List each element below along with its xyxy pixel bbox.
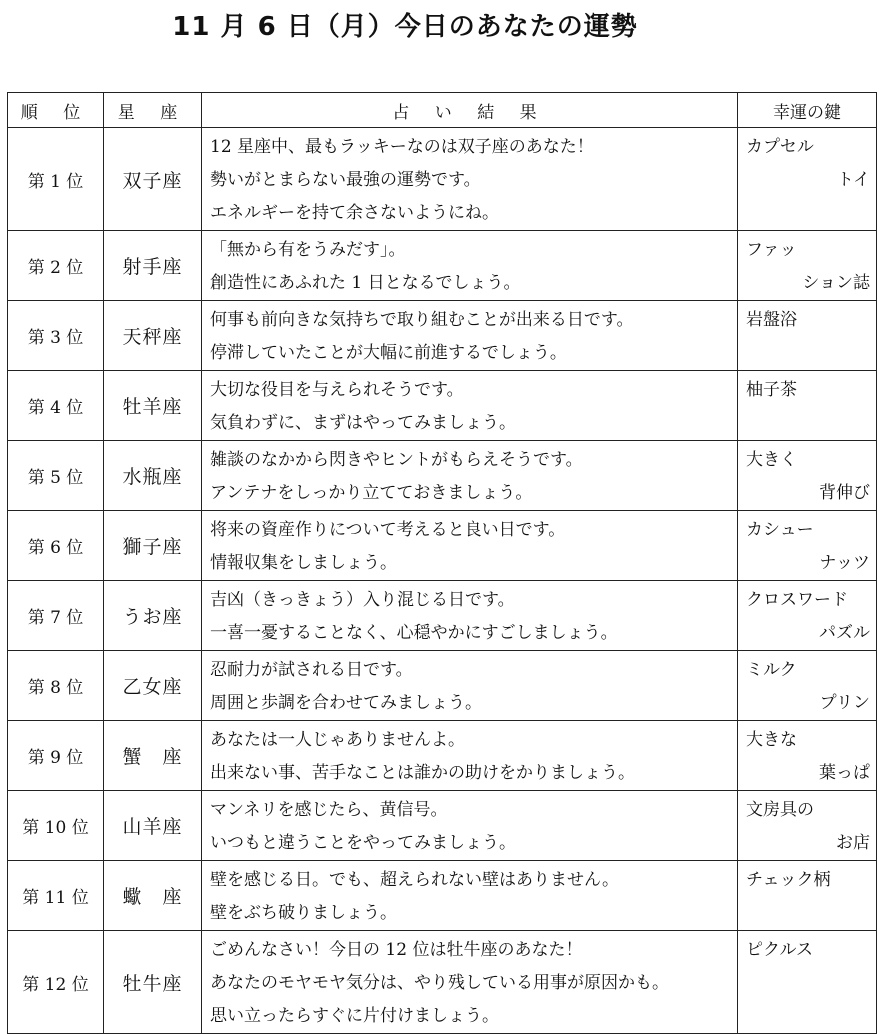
fortune-line: いつもと違うことをやってみましょう。 — [210, 833, 516, 853]
lucky-key-text: ミルク — [746, 660, 797, 680]
lucky-key-cell — [738, 231, 877, 301]
lucky-key-cell — [738, 791, 877, 861]
fortune-line: 大切な役目を与えられそうです。 — [210, 380, 464, 400]
fortune-result-cell — [202, 231, 738, 301]
lucky-key-cell — [738, 128, 877, 231]
fortune-line: 将来の資産作りについて考えると良い日です。 — [210, 520, 566, 540]
lucky-key-text: カプセル — [746, 137, 814, 157]
fortune-result-cell — [202, 128, 738, 231]
fortune-line: 雑談のなかから閃きやヒントがもらえそうです。 — [210, 450, 583, 470]
fortune-line: あなたは一人じゃありませんよ。 — [210, 730, 465, 750]
rank-cell: 第 12 位 — [8, 931, 104, 1034]
zodiac-sign-cell: 牡羊座 — [104, 371, 202, 441]
header-lucky-key: 幸運の鍵 — [738, 93, 877, 128]
lucky-key-text: ファッ — [746, 240, 797, 260]
zodiac-sign-cell: 双子座 — [104, 128, 202, 231]
rank-cell: 第 2 位 — [8, 231, 104, 301]
zodiac-sign-cell: 天秤座 — [104, 301, 202, 371]
fortune-result-cell — [202, 371, 738, 441]
table-row — [8, 581, 877, 651]
table-row — [8, 301, 877, 371]
lucky-key-text: 葉っぱ — [819, 763, 870, 783]
fortune-line: 周囲と歩調を合わせてみましょう。 — [210, 693, 482, 713]
rank-cell: 第 3 位 — [8, 301, 104, 371]
fortune-result-cell — [202, 301, 738, 371]
lucky-key-cell — [738, 721, 877, 791]
fortune-line: 何事も前向きな気持ちで取り組むことが出来る日です。 — [210, 310, 634, 330]
table-row — [8, 791, 877, 861]
table-row — [8, 441, 877, 511]
lucky-key-text: 大きな — [746, 730, 797, 750]
fortune-result-cell — [202, 861, 738, 931]
table-body — [8, 128, 877, 1034]
fortune-line: 停滞していたことが大幅に前進するでしょう。 — [210, 343, 567, 363]
rank-cell: 第 4 位 — [8, 371, 104, 441]
fortune-line: エネルギーを持て余さないようにね。 — [210, 203, 499, 223]
rank-cell: 第 5 位 — [8, 441, 104, 511]
table-row — [8, 128, 877, 231]
fortune-line: 創造性にあふれた 1 日となるでしょう。 — [210, 273, 521, 293]
zodiac-sign-cell: 水瓶座 — [104, 441, 202, 511]
zodiac-sign-cell: 山羊座 — [104, 791, 202, 861]
fortune-line: 壁を感じる日。でも、超えられない壁はありません。 — [210, 870, 620, 890]
fortune-line: 一喜一憂することなく、心穏やかにすごしましょう。 — [210, 623, 618, 643]
table-row — [8, 371, 877, 441]
rank-cell: 第 1 位 — [8, 128, 104, 231]
lucky-key-text: トイ — [836, 170, 870, 190]
rank-cell: 第 11 位 — [8, 861, 104, 931]
rank-cell: 第 8 位 — [8, 651, 104, 721]
rank-cell: 第 6 位 — [8, 511, 104, 581]
table-row — [8, 721, 877, 791]
fortune-result-cell — [202, 791, 738, 861]
header-result: 占 い 結 果 — [202, 93, 738, 128]
fortune-result-cell — [202, 441, 738, 511]
zodiac-sign-cell: 牡牛座 — [104, 931, 202, 1034]
fortune-line: 忍耐力が試される日です。 — [210, 660, 413, 680]
header-sign: 星 座 — [104, 93, 202, 128]
zodiac-sign-cell: 射手座 — [104, 231, 202, 301]
page-title: 11 月 6 日（月）今日のあなたの運勢 — [172, 12, 638, 42]
lucky-key-text: お店 — [836, 833, 870, 853]
table-row — [8, 511, 877, 581]
lucky-key-cell — [738, 651, 877, 721]
fortune-line: あなたのモヤモヤ気分は、やり残している用事が原因かも。 — [210, 973, 669, 993]
lucky-key-text: 文房具の — [746, 800, 814, 820]
lucky-key-text: クロスワード — [746, 590, 848, 610]
zodiac-sign-cell: 蟹 座 — [104, 721, 202, 791]
table-header-row — [8, 93, 877, 128]
lucky-key-cell — [738, 581, 877, 651]
rank-cell: 第 10 位 — [8, 791, 104, 861]
zodiac-sign-cell: 乙女座 — [104, 651, 202, 721]
table-row — [8, 931, 877, 1034]
lucky-key-cell — [738, 511, 877, 581]
lucky-key-cell — [738, 301, 877, 371]
fortune-line: 吉凶（きっきょう）入り混じる日です。 — [210, 590, 515, 610]
header-rank: 順 位 — [8, 93, 104, 128]
lucky-key-text: 岩盤浴 — [746, 310, 797, 330]
lucky-key-cell — [738, 441, 877, 511]
lucky-key-cell — [738, 861, 877, 931]
fortune-line: マンネリを感じたら、黄信号。 — [210, 800, 448, 820]
lucky-key-text: プリン — [819, 693, 870, 713]
fortune-line: 12 星座中、最もラッキーなのは双子座のあなた！ — [210, 137, 594, 157]
lucky-key-text: ピクルス — [746, 940, 813, 960]
fortune-line: アンテナをしっかり立てておきましょう。 — [210, 483, 533, 503]
fortune-result-cell — [202, 721, 738, 791]
zodiac-sign-cell: 蠍 座 — [104, 861, 202, 931]
table-row — [8, 651, 877, 721]
lucky-key-text: 大きく — [746, 450, 797, 470]
lucky-key-text: チェック柄 — [746, 870, 831, 890]
lucky-key-text: カシュー — [746, 520, 814, 540]
table-row — [8, 231, 877, 301]
fortune-result-cell — [202, 511, 738, 581]
lucky-key-text: パズル — [819, 623, 870, 643]
fortune-line: 出来ない事、苦手なことは誰かの助けをかりましょう。 — [210, 763, 635, 783]
fortune-line: 思い立ったらすぐに片付けましょう。 — [210, 1006, 499, 1026]
zodiac-sign-cell: うお座 — [104, 581, 202, 651]
table-row — [8, 861, 877, 931]
lucky-key-cell — [738, 931, 877, 1034]
fortune-table — [7, 92, 877, 1034]
fortune-line: 情報収集をしましょう。 — [210, 553, 397, 573]
lucky-key-cell — [738, 371, 877, 441]
fortune-result-cell — [202, 651, 738, 721]
fortune-line: 「無から有をうみだす」。 — [210, 240, 406, 260]
fortune-result-cell — [202, 581, 738, 651]
lucky-key-text: 柚子茶 — [746, 380, 797, 400]
fortune-line: 気負わずに、まずはやってみましょう。 — [210, 413, 516, 433]
lucky-key-text: 背伸び — [819, 483, 870, 503]
lucky-key-text: ナッツ — [819, 553, 870, 573]
rank-cell: 第 7 位 — [8, 581, 104, 651]
fortune-line: 勢いがとまらない最強の運勢です。 — [210, 170, 481, 190]
fortune-line: ごめんなさい！今日の 12 位は牡牛座のあなた！ — [210, 940, 583, 960]
zodiac-sign-cell: 獅子座 — [104, 511, 202, 581]
lucky-key-text: ション誌 — [802, 273, 870, 293]
fortune-line: 壁をぶち破りましょう。 — [210, 903, 397, 923]
rank-cell: 第 9 位 — [8, 721, 104, 791]
fortune-result-cell — [202, 931, 738, 1034]
